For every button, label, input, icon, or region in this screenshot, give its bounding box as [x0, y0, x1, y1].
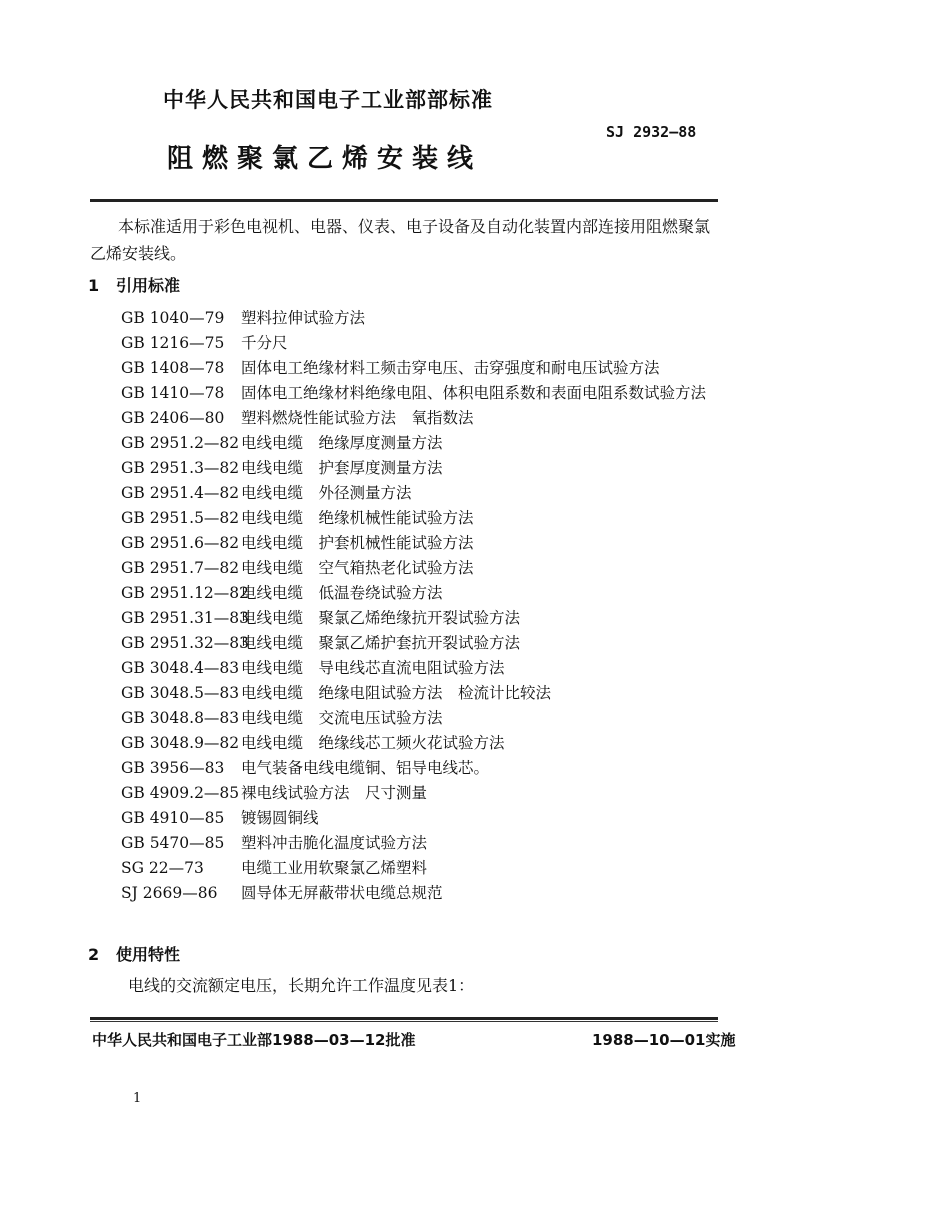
reference-item: [121, 381, 741, 406]
reference-item: [121, 581, 741, 606]
issuing-organization: 中华人民共和国电子工业部部标准: [163, 88, 493, 112]
reference-code: GB 1216—75: [121, 334, 225, 352]
reference-code: GB 5470—85: [121, 834, 225, 852]
reference-code: GB 3048.8—83: [121, 709, 240, 727]
reference-code: GB 4909.2—85: [121, 784, 240, 802]
reference-title: 电线电缆 导电线芯直流电阻试验方法: [241, 659, 505, 677]
reference-item: [121, 506, 741, 531]
reference-item: [121, 831, 741, 856]
reference-code: GB 4910—85: [121, 809, 225, 827]
reference-code: GB 1410—78: [121, 384, 225, 402]
reference-code: GB 2951.2—82: [121, 434, 240, 452]
reference-title: 电线电缆 外径测量方法: [241, 484, 412, 502]
reference-title: 固体电工绝缘材料工频击穿电压、击穿强度和耐电压试验方法: [241, 359, 660, 377]
reference-item: [121, 656, 741, 681]
standard-code: SJ 2932—88: [606, 123, 697, 141]
reference-title: 电线电缆 绝缘厚度测量方法: [241, 434, 443, 452]
reference-title: 电线电缆 交流电压试验方法: [241, 709, 443, 727]
reference-code: SG 22—73: [121, 859, 204, 877]
usage-paragraph: 电线的交流额定电压，长期允许工作温度见表1：: [128, 976, 475, 995]
reference-item: [121, 531, 741, 556]
header-divider: [90, 199, 718, 202]
reference-list: [121, 306, 741, 906]
reference-title: 电线电缆 绝缘电阻试验方法 检流计比较法: [241, 684, 552, 702]
reference-item: [121, 431, 741, 456]
reference-title: 电线电缆 空气箱热老化试验方法: [241, 559, 474, 577]
reference-code: SJ 2669—86: [121, 884, 218, 902]
reference-item: [121, 731, 741, 756]
reference-title: 电气装备电线电缆铜、铝导电线芯。: [241, 759, 490, 777]
approval-date: 中华人民共和国电子工业部1988—03—12批准: [92, 1031, 416, 1049]
reference-title: 电缆工业用软聚氯乙烯塑料: [241, 859, 428, 877]
reference-item: [121, 556, 741, 581]
page-number: 1: [133, 1091, 142, 1106]
scope-paragraph: 本标准适用于彩色电视机、电器、仪表、电子设备及自动化装置内部连接用阻燃聚氯乙烯安装线。: [90, 217, 711, 263]
reference-code: GB 2951.6—82: [121, 534, 240, 552]
reference-title: 电线电缆 护套机械性能试验方法: [241, 534, 474, 552]
reference-title: 千分尺: [241, 334, 288, 352]
reference-item: [121, 306, 741, 331]
reference-item: [121, 881, 741, 906]
reference-item: [121, 806, 741, 831]
reference-title: 裸电线试验方法 尺寸测量: [241, 784, 428, 802]
reference-title: 塑料拉伸试验方法: [241, 309, 366, 327]
reference-title: 电线电缆 低温卷绕试验方法: [241, 584, 443, 602]
implementation-date: 1988—10—01实施: [592, 1031, 736, 1049]
reference-code: GB 1408—78: [121, 359, 225, 377]
reference-title: 塑料冲击脆化温度试验方法: [241, 834, 428, 852]
reference-code: GB 3048.4—83: [121, 659, 240, 677]
reference-code: GB 2951.32—83: [121, 634, 250, 652]
reference-item: [121, 331, 741, 356]
reference-title: 塑料燃烧性能试验方法 氧指数法: [241, 409, 474, 427]
section-title: 使用特性: [116, 945, 181, 964]
reference-item: [121, 406, 741, 431]
reference-item: [121, 456, 741, 481]
reference-item: [121, 631, 741, 656]
reference-item: [121, 681, 741, 706]
section-heading-usage: [88, 942, 180, 965]
reference-item: [121, 756, 741, 781]
reference-item: [121, 781, 741, 806]
document-title: 阻燃聚氯乙烯安装线: [167, 144, 483, 174]
reference-code: GB 2951.4—82: [121, 484, 240, 502]
section-title: 引用标准: [116, 276, 181, 295]
reference-item: [121, 606, 741, 631]
reference-code: GB 2951.31—83: [121, 609, 250, 627]
reference-item: [121, 856, 741, 881]
reference-code: GB 2406—80: [121, 409, 225, 427]
section-number: 2: [88, 945, 100, 964]
footer-divider: [90, 1017, 718, 1020]
reference-item: [121, 706, 741, 731]
section-number: 1: [88, 276, 100, 295]
reference-code: GB 3048.9—82: [121, 734, 240, 752]
reference-item: [121, 481, 741, 506]
reference-title: 电线电缆 聚氯乙烯绝缘抗开裂试验方法: [241, 609, 521, 627]
reference-title: 电线电缆 护套厚度测量方法: [241, 459, 443, 477]
footer-divider-thin: [90, 1021, 718, 1022]
reference-item: [121, 356, 741, 381]
reference-code: GB 1040—79: [121, 309, 225, 327]
reference-title: 电线电缆 聚氯乙烯护套抗开裂试验方法: [241, 634, 521, 652]
reference-code: GB 2951.12—82: [121, 584, 250, 602]
reference-code: GB 3048.5—83: [121, 684, 240, 702]
reference-title: 电线电缆 绝缘机械性能试验方法: [241, 509, 474, 527]
section-heading-references: [88, 273, 180, 296]
reference-title: 镀锡圆铜线: [241, 809, 319, 827]
reference-code: GB 2951.5—82: [121, 509, 240, 527]
reference-title: 电线电缆 绝缘线芯工频火花试验方法: [241, 734, 505, 752]
reference-title: 圆导体无屏蔽带状电缆总规范: [241, 884, 443, 902]
reference-code: GB 2951.7—82: [121, 559, 240, 577]
reference-title: 固体电工绝缘材料绝缘电阻、体积电阻系数和表面电阻系数试验方法: [241, 384, 707, 402]
reference-code: GB 2951.3—82: [121, 459, 240, 477]
reference-code: GB 3956—83: [121, 759, 225, 777]
